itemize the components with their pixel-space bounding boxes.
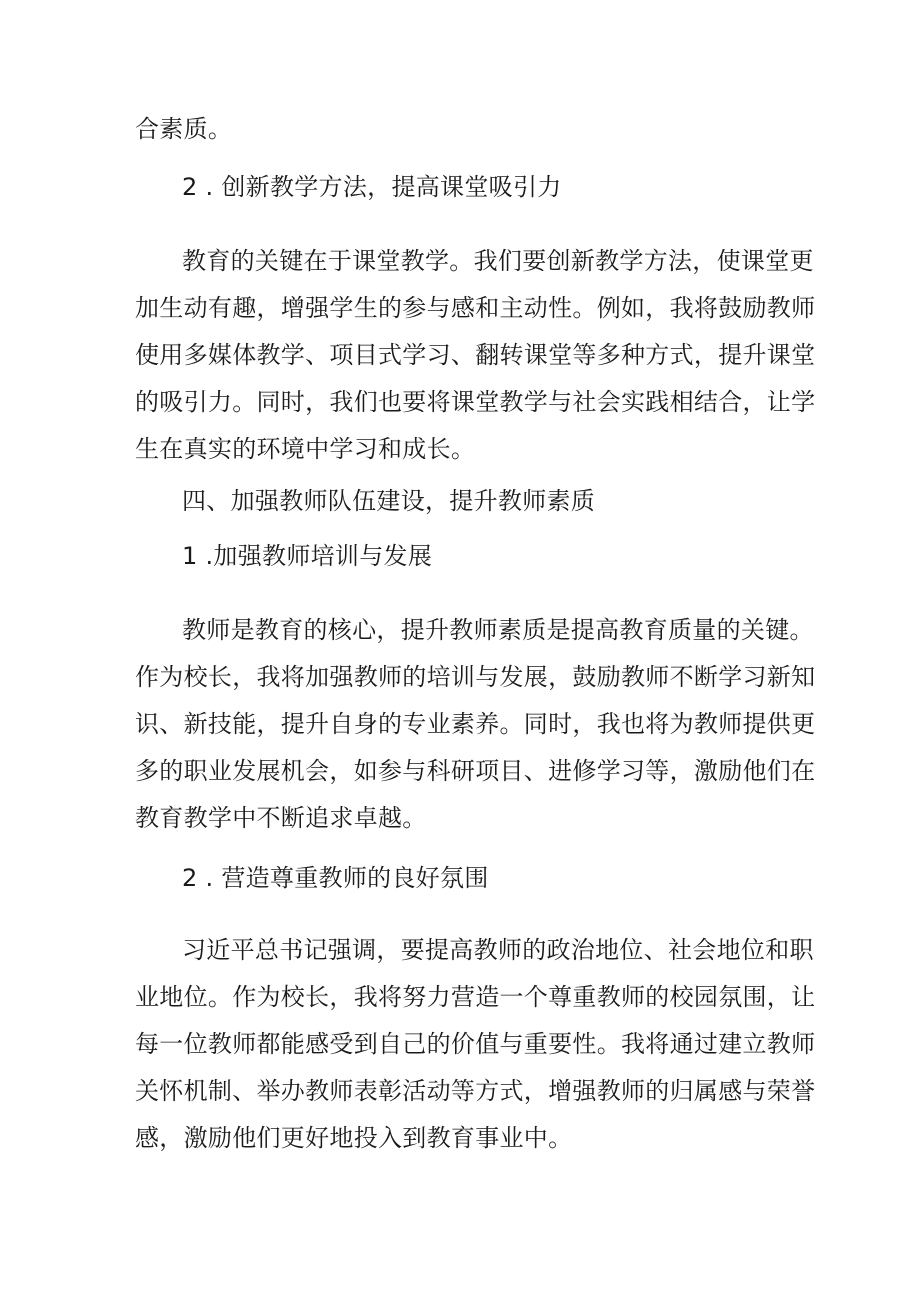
section-heading-2-innovate-teaching: 2 . 创新教学方法，提高课堂吸引力	[182, 173, 562, 201]
paragraph-line: 加生动有趣，增强学生的参与感和主动性。例如，我将鼓励教师	[135, 294, 816, 322]
paragraph-line: 教育教学中不断追求卓越。	[135, 804, 427, 832]
paragraph-continuation: 合素质。	[135, 115, 233, 143]
paragraph-line: 习近平总书记强调，要提高教师的政治地位、社会地位和职	[182, 936, 814, 964]
paragraph-line: 使用多媒体教学、项目式学习、翻转课堂等多种方式，提升课堂	[135, 341, 816, 369]
paragraph-line: 业地位。作为校长，我将努力营造一个尊重教师的校园氛围，让	[135, 983, 816, 1011]
paragraph-line: 感，激励他们更好地投入到教育事业中。	[135, 1124, 573, 1152]
paragraph-line: 生在真实的环境中学习和成长。	[135, 435, 476, 463]
paragraph-line: 的吸引力。同时，我们也要将课堂教学与社会实践相结合，让学	[135, 388, 816, 416]
paragraph-line: 教育的关键在于课堂教学。我们要创新教学方法，使课堂更	[182, 247, 814, 275]
paragraph-line: 识、新技能，提升自身的专业素养。同时，我也将为教师提供更	[135, 710, 816, 738]
paragraph-line: 多的职业发展机会，如参与科研项目、进修学习等，激励他们在	[135, 757, 816, 785]
paragraph-line: 关怀机制、举办教师表彰活动等方式，增强教师的归属感与荣誉	[135, 1077, 816, 1105]
section-heading-1-teacher-training: 1 .加强教师培训与发展	[182, 542, 433, 570]
paragraph-line: 每一位教师都能感受到自己的价值与重要性。我将通过建立教师	[135, 1030, 816, 1058]
paragraph-line: 作为校长，我将加强教师的培训与发展，鼓励教师不断学习新知	[135, 663, 816, 691]
section-heading-2-respect-teachers: 2 . 营造尊重教师的良好氛围	[182, 864, 489, 892]
paragraph-line: 教师是教育的核心，提升教师素质是提高教育质量的关键。	[182, 616, 814, 644]
section-heading-4-teacher-team: 四、加强教师队伍建设，提升教师素质	[182, 487, 596, 515]
